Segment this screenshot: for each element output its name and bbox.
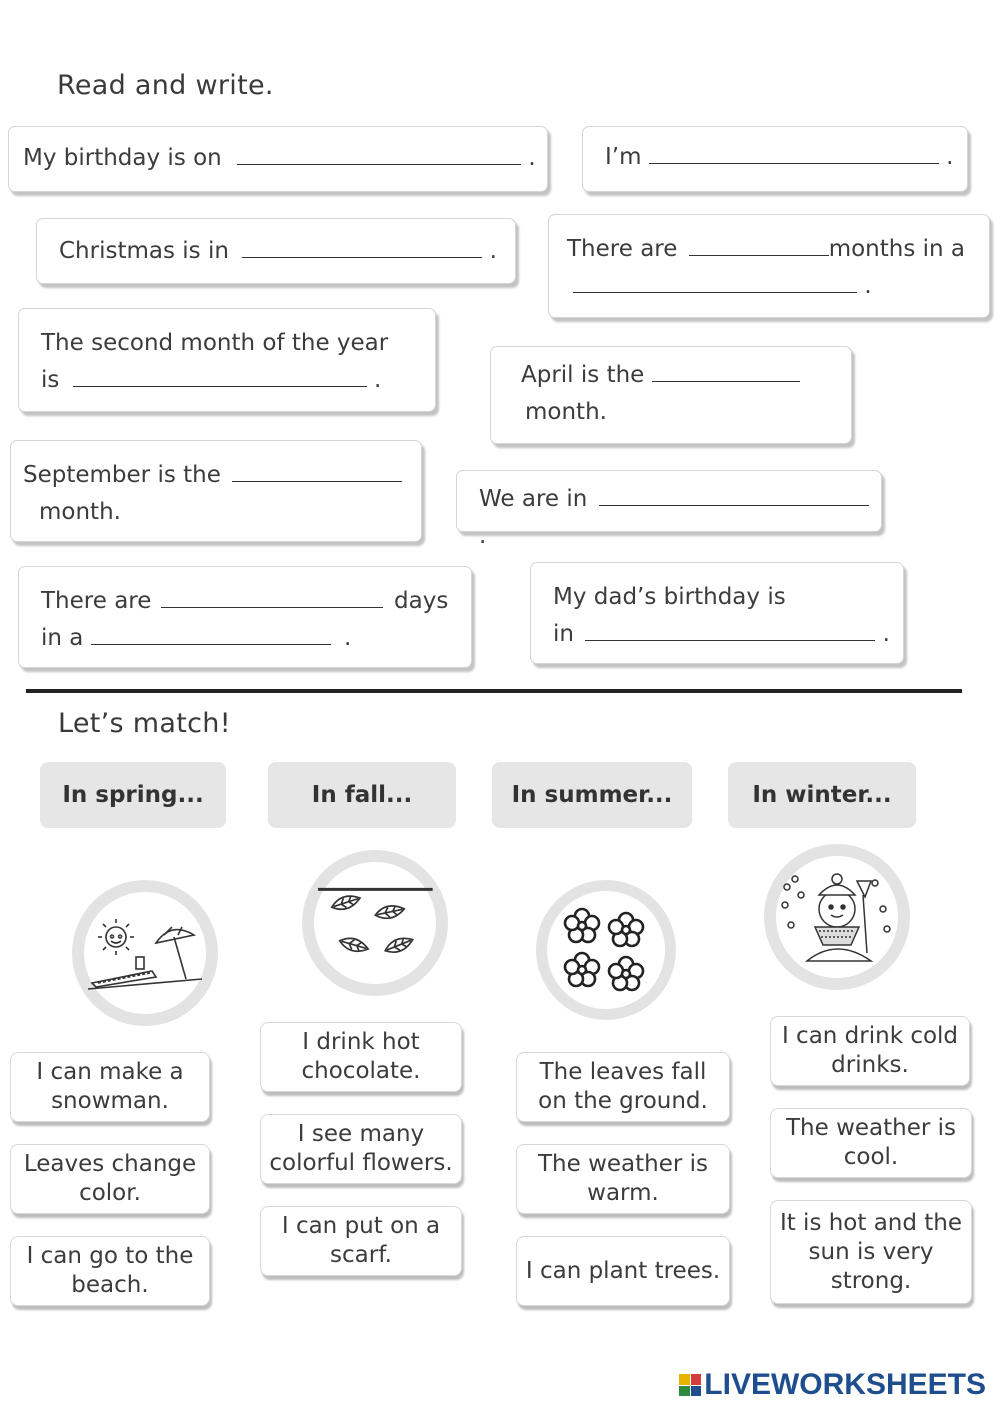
answer-blank[interactable] [599,487,869,506]
sentence-text: There are [567,236,678,262]
sentence-text: month. [525,399,607,425]
flowers-icon [558,902,654,998]
match-card[interactable]: I can go to the beach. [10,1236,210,1306]
falling-leaves-icon [314,875,437,971]
answer-blank[interactable] [585,622,875,641]
sentence-text: Christmas is in [59,238,229,264]
read-and-write-heading: Read and write. [57,70,274,101]
answer-blank[interactable] [73,368,367,387]
summer-picture [536,880,676,1020]
section-divider [26,689,962,693]
answer-blank[interactable] [652,363,800,382]
sentence-text: April is the [521,362,645,388]
match-card[interactable]: I can drink cold drinks. [770,1016,970,1086]
logo-icon [679,1374,701,1396]
answer-blank[interactable] [232,463,402,482]
sentence-text: in [553,621,574,647]
sentence-months [548,214,990,318]
sentence-text: months in a [828,236,966,262]
liveworksheets-logo [679,1368,986,1402]
season-label-fall: In fall... [268,762,456,828]
answer-blank[interactable] [161,589,383,608]
sentence-end: . [528,145,536,171]
sentence-days [18,566,472,668]
sentence-second-month [18,308,436,412]
answer-blank[interactable] [689,237,829,256]
season-label-winter: In winter... [728,762,916,828]
season-label-summer: In summer... [492,762,692,828]
sentence-text: The second month of the year [41,330,389,356]
match-card[interactable]: I can make a snowman. [10,1052,210,1122]
sentence-end: . [864,273,872,299]
sentence-end: . [344,625,352,651]
sentence-text: September is the [23,462,221,488]
answer-blank[interactable] [573,274,857,293]
answer-blank[interactable] [649,145,939,164]
sentence-end: . [374,367,382,393]
match-card[interactable]: The weather is cool. [770,1108,972,1178]
sentence-text: We are in [479,486,588,512]
sentence-end: . [489,238,497,264]
match-card[interactable]: The weather is warm. [516,1144,730,1214]
match-card[interactable]: I can put on a scarf. [260,1206,462,1276]
winter-picture [764,844,910,990]
beach-sun-umbrella-icon [86,913,204,993]
answer-blank[interactable] [242,239,482,258]
answer-blank[interactable] [237,146,521,165]
sentence-text: I’m [605,144,642,170]
sentence-text: is [41,367,60,393]
spring-picture [72,880,218,1026]
match-card[interactable]: It is hot and the sun is very strong. [770,1200,972,1304]
sentence-text: month. [39,499,121,525]
sentence-text: There are [41,588,152,614]
sentence-text: My dad’s birthday is [553,584,786,610]
sentence-text: days [394,588,449,614]
match-card[interactable]: Leaves change color. [10,1144,210,1214]
sentence-end: . [882,621,890,647]
fall-picture [302,850,448,996]
sentence-dad-birthday [530,562,904,664]
match-card[interactable]: The leaves fall on the ground. [516,1052,730,1122]
sentence-end: . [946,144,954,170]
sentence-christmas [36,218,516,284]
lets-match-heading: Let’s match! [58,708,231,739]
sentence-we-are-in [456,470,882,549]
sentence-september [10,440,422,542]
snowman-icon [779,869,895,965]
sentence-end: . [479,523,487,549]
sentence-text: My birthday is on [23,145,222,171]
sentence-birthday [8,126,548,192]
match-card[interactable]: I see many colorful flowers. [260,1114,462,1184]
match-card[interactable]: I drink hot chocolate. [260,1022,462,1092]
answer-blank[interactable] [91,626,331,645]
season-label-spring: In spring... [40,762,226,828]
logo-text: LIVEWORKSHEETS [704,1368,986,1401]
sentence-april [490,346,852,444]
match-card[interactable]: I can plant trees. [516,1236,730,1306]
sentence-text: in a [41,625,84,651]
sentence-im [582,126,968,192]
